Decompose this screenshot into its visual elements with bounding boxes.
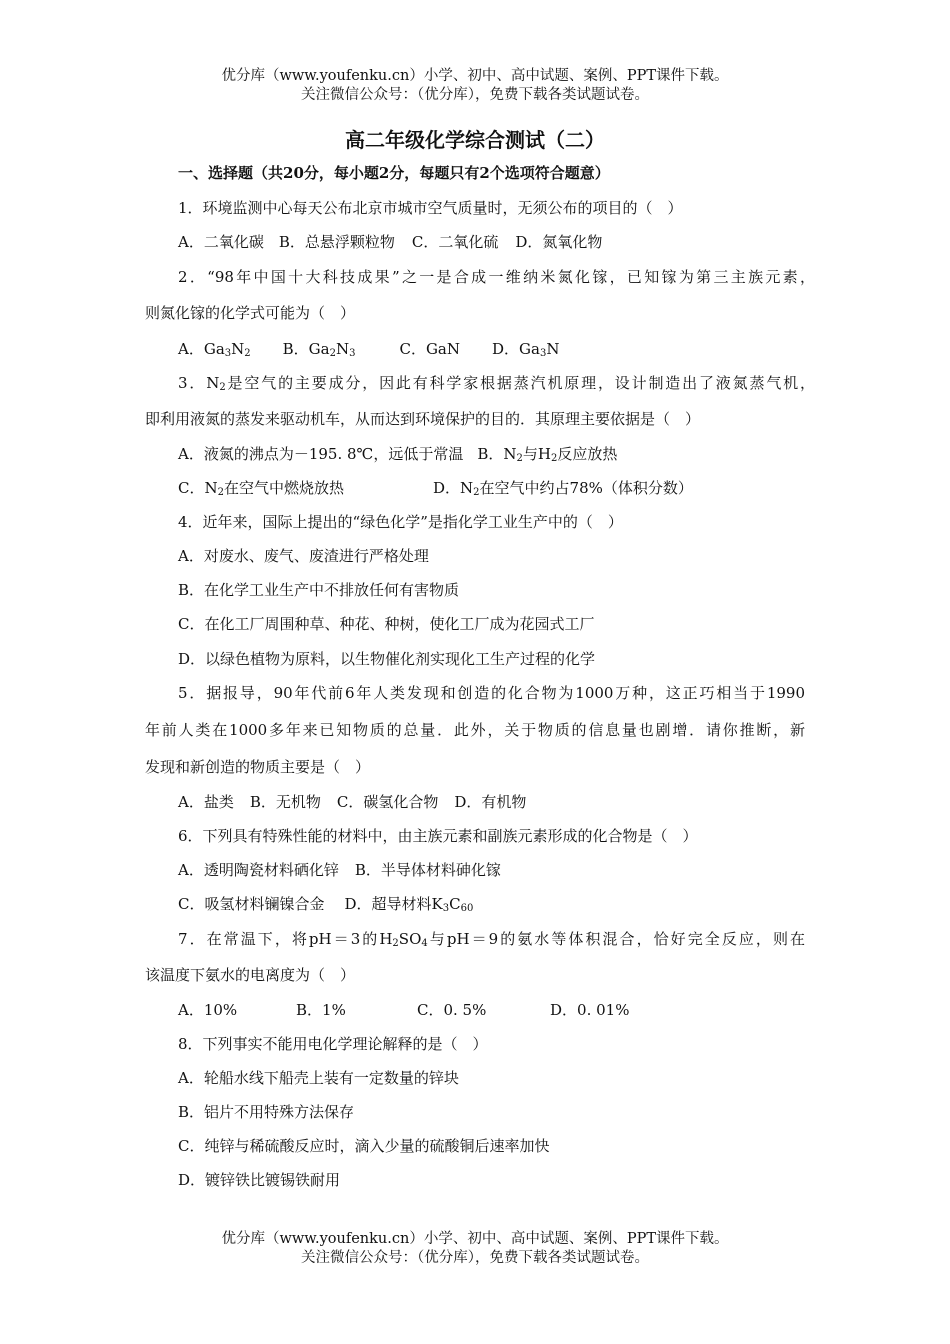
q7-stem-line-1: 7．在常温下，将pH＝3的$H_2SO_4$与pH＝9的氨水等体积混合，恰好完全反应，则在 [178, 930, 805, 949]
q3-option-c: C．$N_2$在空气中燃烧放热 [178, 479, 344, 498]
q6-option-b: B．半导体材料砷化镓 [354, 861, 501, 879]
q1-options [178, 231, 602, 252]
q5-stem-line-3: 发现和新创造的物质主要是（ ） [145, 758, 371, 776]
q8-option-d: D．镀锌铁比镀锡铁耐用 [178, 1171, 341, 1189]
q5-stem-line-2: 年前人类在1000多年来已知物质的总量．此外，关于物质的信息量也剧增．请你推断，新 [145, 721, 805, 739]
q5-option-b: B．无机物 [249, 793, 321, 811]
header-line-1: 优分库（www.youfenku.cn）小学、初中、高中试题、案例、PPT课件下载。 [221, 68, 729, 84]
q2-option-d: D．$Ga_3N$ [492, 340, 560, 359]
q2-options [178, 338, 559, 359]
q1-option-a: A．二氧化碳 [178, 233, 264, 251]
q5-option-c: C．碳氢化合物 [336, 793, 439, 811]
q5-stem-line-1: 5．据报导，90年代前6年人类发现和创造的化合物为1000万种，这正巧相当于1990 [178, 684, 805, 702]
q6-stem: 6．下列具有特殊性能的材料中，由主族元素和副族元素形成的化合物是（ ） [178, 827, 698, 845]
q6-options-cd [178, 893, 473, 914]
q6-option-c: C．吸氢材料镧镍合金 [178, 895, 325, 913]
section-heading: 一、选择题（共20分，每小题2分，每题只有2个选项符合题意） [178, 164, 610, 182]
footer-line-2: 关注微信公众号：（优分库），免费下载各类试题试卷。 [301, 1250, 649, 1266]
q2-option-a: A．$Ga_3N_2$ [178, 340, 251, 359]
q4-option-a: A．对废水、废气、废渣进行严格处理 [178, 547, 429, 565]
q6-option-a: A．透明陶瓷材料硒化锌 [178, 861, 339, 879]
q7-option-c: C．0. 5% [417, 1001, 487, 1019]
q2-option-c: C．GaN [399, 340, 460, 358]
q2-stem-line-2: 则氮化镓的化学式可能为（ ） [145, 304, 356, 322]
header-line-2: 关注微信公众号：（优分库），免费下载各类试题试卷。 [301, 87, 649, 103]
q8-option-b: B．铝片不用特殊方法保存 [178, 1103, 355, 1121]
q3-stem-line-2: 即利用液氮的蒸发来驱动机车，从而达到环境保护的目的．其原理主要依据是（ ） [145, 410, 701, 428]
q8-option-c: C．纯锌与稀硫酸反应时，滴入少量的硫酸铜后速率加快 [178, 1137, 550, 1155]
q1-option-b: B．总悬浮颗粒物 [278, 233, 395, 251]
q3-option-d: D．$N_2$在空气中约占78%（体积分数） [433, 479, 693, 498]
q6-option-d: D．超导材料$K_3C_{60}$ [344, 895, 474, 914]
q7-option-b: B．1% [296, 1001, 346, 1019]
footer-line-1: 优分库（www.youfenku.cn）小学、初中、高中试题、案例、PPT课件下载。 [221, 1231, 729, 1247]
q1-option-d: D．氮氧化物 [515, 233, 603, 251]
q7-stem-line-2: 该温度下氨水的电离度为（ ） [145, 966, 356, 984]
q5-option-d: D．有机物 [454, 793, 527, 811]
q7-option-d: D．0. 01% [550, 1001, 630, 1019]
q4-option-c: C．在化工厂周围种草、种花、种树，使化工厂成为花园式工厂 [178, 615, 595, 633]
q2-stem-line-1: 2．“98年中国十大科技成果”之一是合成一维纳米氮化镓，已知镓为第三主族元素， [178, 268, 815, 286]
q4-option-d: D．以绿色植物为原料，以生物催化剂实现化工生产过程的化学 [178, 650, 596, 668]
q8-option-a: A．轮船水线下船壳上装有一定数量的锌块 [178, 1069, 459, 1087]
q3-stem-line-1: 3．$N_2$是空气的主要成分，因此有科学家根据蒸汽机原理，设计制造出了液氮蒸气机， [178, 374, 815, 393]
q2-option-b: B．$Ga_2N_3$ [282, 340, 356, 359]
q3-options-ab [178, 443, 617, 464]
q1-stem: 1．环境监测中心每天公布北京市城市空气质量时，无须公布的项目的（ ） [178, 199, 683, 217]
q4-option-b: B．在化学工业生产中不排放任何有害物质 [178, 581, 460, 599]
q7-option-a: A．10% [178, 1001, 238, 1019]
q3-option-a: A．液氮的沸点为－195. 8℃，远低于常温 [178, 445, 464, 463]
q8-stem: 8．下列事实不能用电化学理论解释的是（ ） [178, 1035, 488, 1053]
page-title: 高二年级化学综合测试（二） [345, 128, 605, 152]
q6-options-ab [178, 859, 501, 880]
q5-option-a: A．盐类 [178, 793, 234, 811]
q4-stem: 4．近年来，国际上提出的“绿色化学”是指化学工业生产中的（ ） [178, 513, 623, 531]
q1-option-c: C．二氧化硫 [411, 233, 499, 251]
q3-option-b: B．$N_2$与$H_2$反应放热 [477, 445, 618, 464]
q5-options [178, 791, 526, 812]
